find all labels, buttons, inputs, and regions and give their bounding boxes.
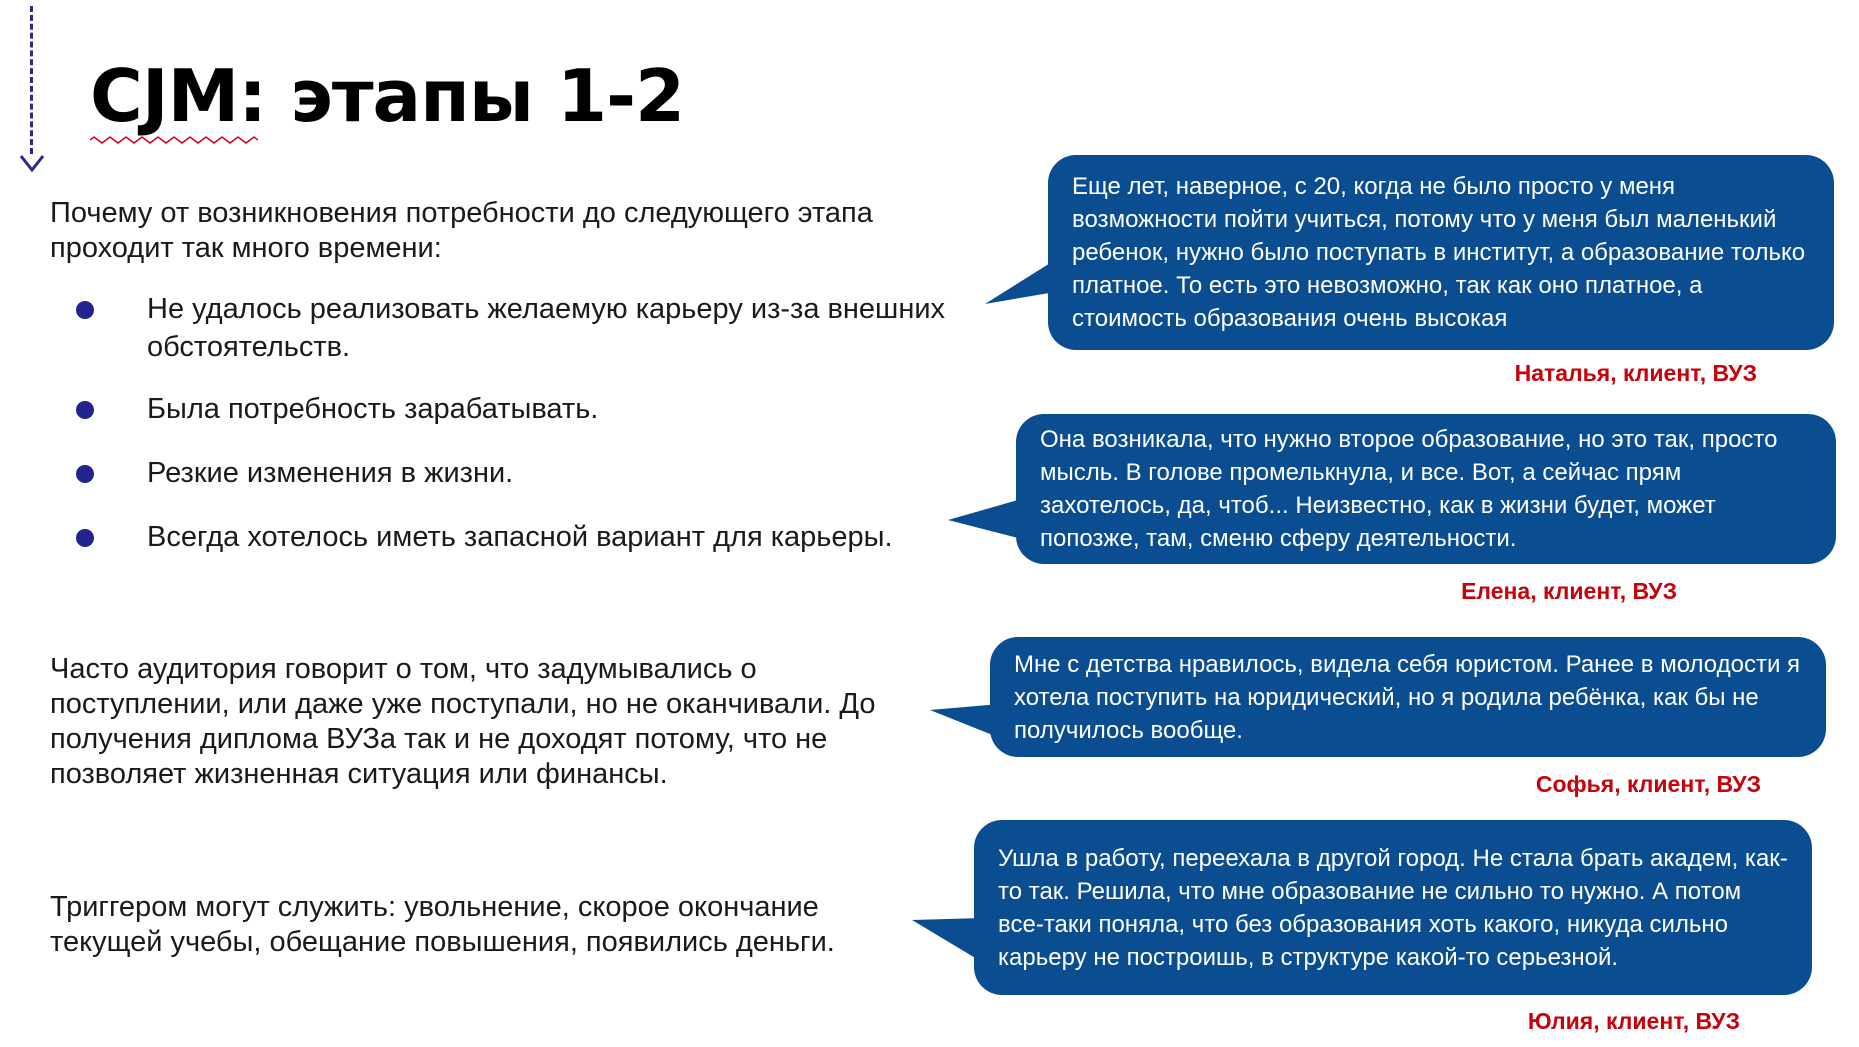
quote-text: Мне с детства нравилось, видела себя юристом. Ранее в молодости я хотела поступить на юридический, но я родила ребёнка, как бы не получилось вообще. — [1014, 650, 1801, 744]
quote-text: Ушла в работу, переехала в другой город. Не стала брать академ, как-то так. Решила, что мне образование не сильно то нужно. А потом все-таки поняла, что без образования хоть какого, никуда сильно карьеру не построишь, в структуре какой-то серьезной. — [998, 844, 1788, 971]
quote-author: Юлия, клиент, ВУЗ — [1527, 1008, 1740, 1034]
trigger-paragraph: Триггером могут служить: увольнение, скорое окончание текущей учебы, обещание повышения, появились деньги. — [50, 891, 835, 958]
quote-bubble — [990, 637, 1826, 757]
list-item-text: Всегда хотелось иметь запасной вариант для карьеры. — [147, 521, 893, 553]
arrow-down-icon — [18, 150, 46, 176]
bullet-dot-icon — [76, 401, 94, 419]
quote-text: Еще лет, наверное, с 20, когда не было просто у меня возможности пойти учиться, потому что у меня был маленький ребенок, нужно было поступать в институт, а образование только платное. То есть это невозможно, так как оно платное, а стоимость образования очень высокая — [1072, 173, 1806, 332]
list-item-text: Была потребность зарабатывать. — [147, 393, 599, 425]
intro-question: Почему от возникновения потребности до следующего этапа проходит так много времени: — [50, 197, 873, 264]
quote-bubble — [974, 820, 1812, 995]
quote-bubble — [1048, 155, 1834, 350]
quote-author: Наталья, клиент, ВУЗ — [1514, 360, 1757, 386]
quote-author: Софья, клиент, ВУЗ — [1535, 771, 1761, 797]
bullet-dot-icon — [76, 301, 94, 319]
quote-text: Она возникала, что нужно второе образование, но это так, просто мысль. В голове промелькнула, и все. Вот, а сейчас прям захотелось, да, чтоб... Неизвестно, как в жизни будет, может попозже, там, сменю сферу деятельности. — [1040, 426, 1778, 552]
bullet-dot-icon — [76, 465, 94, 483]
bullet-dot-icon — [76, 529, 94, 547]
list-item-text: Не удалось реализовать желаемую карьеру из-за внешних обстоятельств. — [147, 293, 946, 363]
quote-bubble — [1016, 414, 1836, 564]
title-underline-squiggle — [90, 136, 258, 144]
page-title: CJM: этапы 1-2 — [90, 54, 685, 138]
quote-author: Елена, клиент, ВУЗ — [1461, 578, 1677, 604]
list-item-text: Резкие изменения в жизни. — [147, 457, 514, 489]
dashed-line-decoration — [30, 6, 33, 154]
audience-paragraph: Часто аудитория говорит о том, что задумывались о поступлении, или даже уже поступали, но не оканчивали. До получения диплома ВУЗа так и не доходят потому, что не позволяет жизненная ситуация или финансы. — [50, 653, 876, 790]
